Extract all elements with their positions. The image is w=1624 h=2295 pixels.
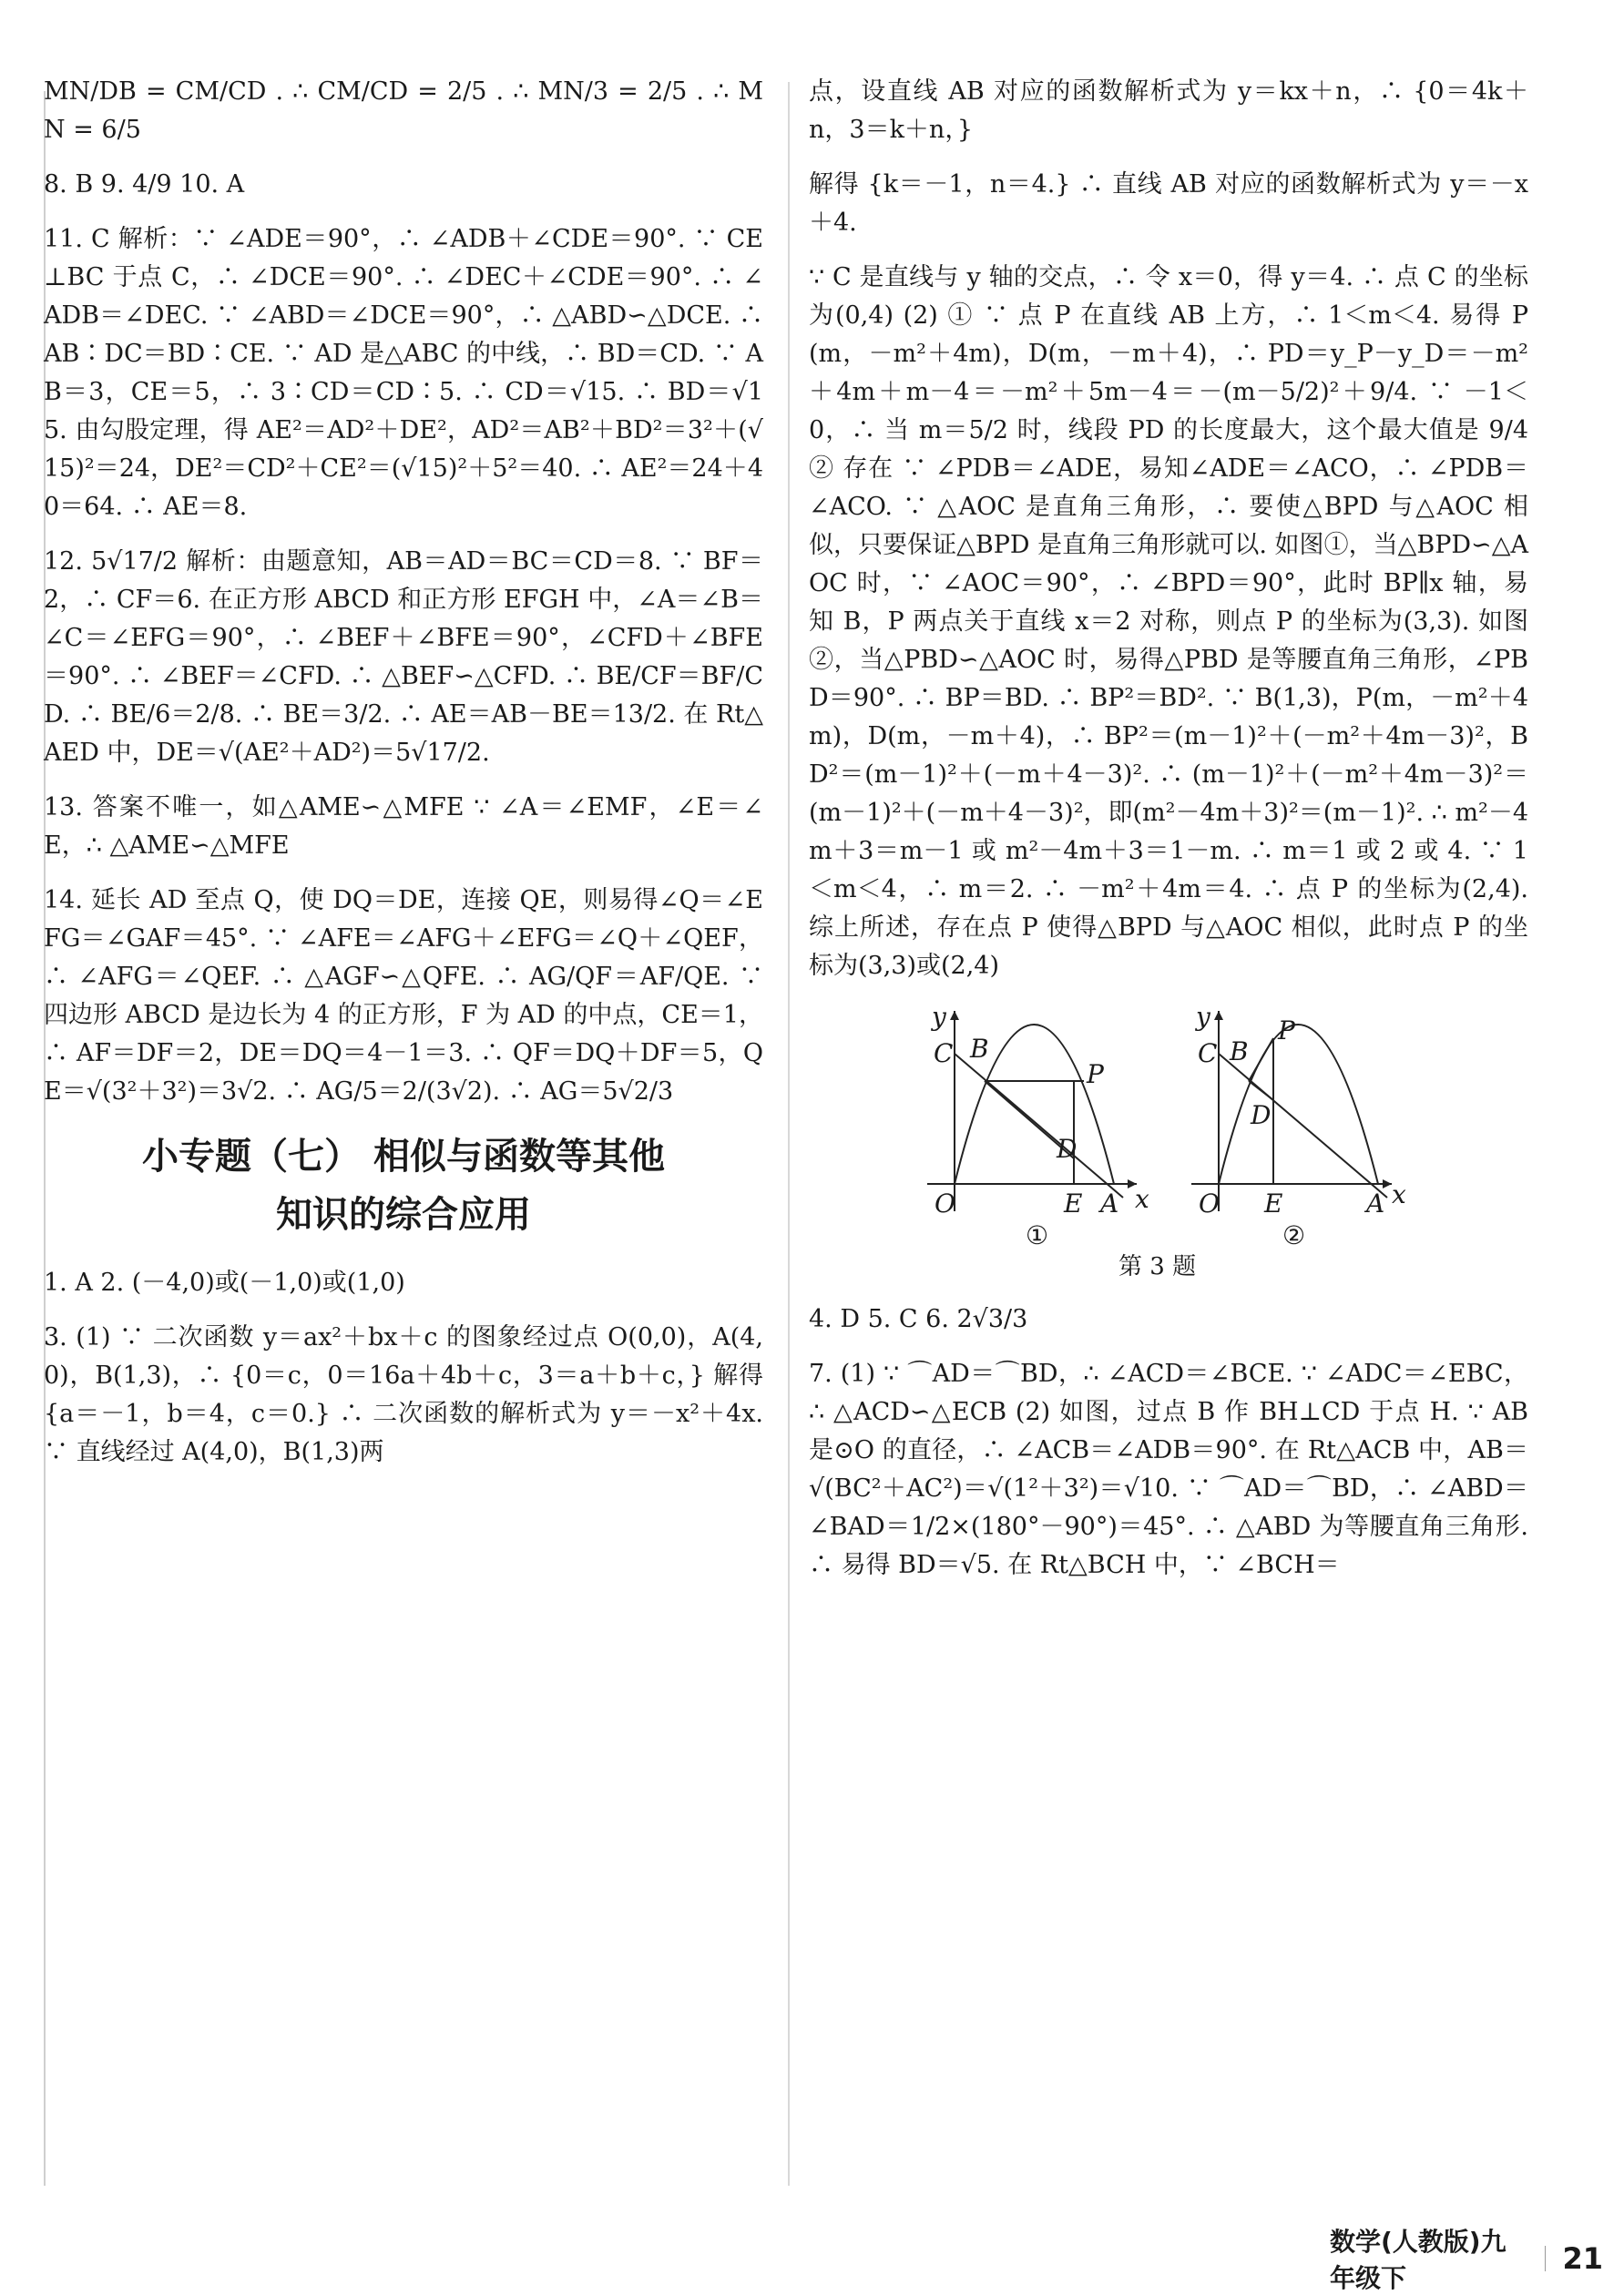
fig1-label-x: x [1135, 1184, 1149, 1214]
section-heading-line1: 小专题（七） 相似与函数等其他 [142, 1136, 665, 1178]
figure-1 [927, 1011, 1137, 1211]
fig1-label-a: A [1100, 1188, 1119, 1219]
answer-line: 1. A 2. (－4,0)或(－1,0)或(1,0) [44, 1269, 405, 1297]
fig1-label-e: E [1064, 1188, 1083, 1219]
column-divider [788, 82, 790, 2186]
fig2-number: ② [1282, 1220, 1306, 1250]
answer-line: MN/DB = CM/CD . ∴ CM/CD = 2/5 . ∴ MN/3 = 2/5 . ∴ MN = 6/5 [44, 77, 763, 144]
fig2-label-d: D [1251, 1100, 1272, 1130]
fig1-label-d: D [1057, 1134, 1078, 1164]
fig2-label-c: C [1198, 1038, 1218, 1068]
answer-line: 13. 答案不唯一，如△AME∽△MFE ∵ ∠A＝∠EMF，∠E＝∠E，∴ △AME∽△MFE [44, 793, 763, 860]
fig1-label-p: P [1087, 1059, 1104, 1089]
figure-caption: 第 3 题 [1118, 1253, 1197, 1280]
answer-line: 11. C 解析：∵ ∠ADE＝90°，∴ ∠ADB＋∠CDE＝90°. ∵ CE⊥BC 于点 C，∴ ∠DCE＝90°. ∴ ∠DEC＋∠CDE＝90°. ∴ ∠ADB＝∠DEC. ∵ ∠ABD＝∠DCE＝90°，∴ △ABD∽△DCE. ∴ AB∶DC＝BD∶CE. ∵ AD 是△ABC 的中线，∴ BD＝CD. ∵ AB＝3，CE＝5，∴ 3∶CD＝CD∶5. ∴ CD＝√15. ∴ BD＝√15. 由勾股定理，得 AE²＝AD²＋DE²，AD²＝AB²＋BD²＝3²＋(√15)²＝24，DE²＝CD²＋CE²＝(√15)²＋5²＝40. ∴ AE²＝24＋40＝64. ∴ AE＝8. [44, 225, 763, 521]
section-heading-line2: 知识的综合应用 [276, 1194, 531, 1236]
fig1-label-o: O [935, 1188, 955, 1219]
answer-line: 14. 延长 AD 至点 Q，使 DQ＝DE，连接 QE，则易得∠Q＝∠EFG＝∠GAF＝45°. ∵ ∠AFE＝∠AFG＋∠EFG＝∠Q＋∠QEF，∴ ∠AFG＝∠QEF. ∴ △AGF∽△QFE. ∴ AG/QF＝AF/QE. ∵ 四边形 ABCD 是边长为 4 的正方形，F 为 AD 的中点，CE＝1，∴ AF＝DF＝2，DE＝DQ＝4－1＝3. ∴ QF＝DQ＋DF＝5，QE＝√(3²＋3²)＝3√2. ∴ AG/5＝2/(3√2). ∴ AG＝5√2/3 [44, 886, 763, 1106]
footer-separator [1545, 2246, 1547, 2271]
answer-line: 7. (1) ∵ ⌒AD＝⌒BD，∴ ∠ACD＝∠BCE. ∵ ∠ADC＝∠EBC，∴ △ACD∽△ECB (2) 如图，过点 B 作 BH⊥CD 于点 H. ∵ AB 是⊙O 的直径，∴ ∠ACB＝∠ADB＝90°. 在 Rt△ACB 中，AB＝√(BC²＋AC²)＝√(1²＋3²)＝√10. ∵ ⌒AD＝⌒BD，∴ ∠ABD＝∠BAD＝1/2×(180°－90°)＝45°. ∴ △ABD 为等腰直角三角形. ∴ 易得 BD＝√5. 在 Rt△BCH 中，∵ ∠BCH＝ [809, 1360, 1528, 1579]
footer-subject: 数学(人教版)九年级下 [1330, 2227, 1507, 2293]
fig1-label-y: y [932, 1002, 946, 1032]
answer-line: ∵ C 是直线与 y 轴的交点，∴ 令 x＝0，得 y＝4. ∴ 点 C 的坐标为(0,4) (2) ① ∵ 点 P 在直线 AB 上方，∴ 1＜m＜4. 易得 P(m，－m²＋4m)，D(m，－m＋4)，∴ PD＝y_P－y_D＝－m²＋4m＋m－4＝－m²＋5m－4＝－(m－5/2)²＋9/4. ∵ －1＜0，∴ 当 m＝5/2 时，线段 PD 的长度最大，这个最大值是 9/4 ② 存在 ∵ ∠PDB＝∠ADE，易知∠ADE＝∠ACO，∴ ∠PDB＝∠ACO. ∵ △AOC 是直角三角形，∴ 要使△BPD 与△AOC 相似，只要保证△BPD 是直角三角形就可以. 如图①，当△BPD∽△AOC 时，∵ ∠AOC＝90°，∴ ∠BPD＝90°，此时 BP∥x 轴，易知 B，P 两点关于直线 x＝2 对称，则点 P 的坐标为(3,3). 如图②，当△PBD∽△AOC 时，易得△PBD 是等腰直角三角形，∠PBD＝90°. ∴ BP＝BD. ∴ BP²＝BD². ∵ B(1,3)，P(m，－m²＋4m)，D(m，－m＋4)，∴ BP²＝(m－1)²＋(－m²＋4m－3)²，BD²＝(m－1)²＋(－m＋4－3)². ∴ (m－1)²＋(－m²＋4m－3)²＝(m－1)²＋(－m＋4－3)²，即(m²－4m＋3)²＝(m－1)². ∴ m²－4m＋3＝m－1 或 m²－4m＋3＝1－m. ∴ m＝1 或 2 或 4. ∵ 1＜m＜4，∴ m＝2. ∴ －m²＋4m＝4. ∴ 点 P 的坐标为(2,4). 综上所述，存在点 P 使得△BPD 与△AOC 相似，此时点 P 的坐标为(3,3)或(2,4) [809, 263, 1528, 980]
fig1-label-b: B [970, 1034, 989, 1064]
answer-line: 点，设直线 AB 对应的函数解析式为 y＝kx＋n，∴ {0＝4k＋n，3＝k＋n，} [809, 77, 1528, 144]
figure-diagrams [809, 1002, 1528, 1248]
answer-line: 4. D 5. C 6. 2√3/3 [809, 1305, 1028, 1333]
answer-line: 8. B 9. 4/9 10. A [44, 170, 245, 199]
page-number: 21 [1562, 2241, 1603, 2276]
fig2-label-x: x [1392, 1179, 1406, 1209]
fig2-label-o: O [1199, 1188, 1220, 1219]
right-column [809, 73, 1528, 1601]
answer-line: 12. 5√17/2 解析：由题意知，AB＝AD＝BC＝CD＝8. ∵ BF＝2，∴ CF＝6. 在正方形 ABCD 和正方形 EFGH 中，∠A＝∠B＝∠C＝∠EFG＝90°，∴ ∠BEF＋∠BFE＝90°，∠CFD＋∠BFE＝90°. ∴ ∠BEF＝∠CFD. ∴ △BEF∽△CFD. ∴ BE/CF＝BF/CD. ∴ BE/6＝2/8. ∴ BE＝3/2. ∴ AE＝AB－BE＝13/2. 在 Rt△AED 中，DE＝√(AE²＋AD²)＝5√17/2. [44, 547, 763, 767]
fig2-label-p: P [1278, 1015, 1295, 1046]
answer-line: 解得 {k＝－1，n＝4.} ∴ 直线 AB 对应的函数解析式为 y＝－x＋4. [809, 170, 1528, 237]
left-column [44, 73, 763, 1488]
fig1-number: ① [1026, 1220, 1049, 1250]
answer-line: 3. (1) ∵ 二次函数 y＝ax²＋bx＋c 的图象经过点 O(0,0)，A(4,0)，B(1,3)，∴ {0＝c，0＝16a＋4b＋c，3＝a＋b＋c，} 解得 {a＝－1，b＝4，c＝0.} ∴ 二次函数的解析式为 y＝－x²＋4x. ∵ 直线经过 A(4,0)，B(1,3)两 [44, 1323, 763, 1466]
fig2-label-a: A [1366, 1188, 1385, 1219]
section-heading [44, 1127, 763, 1244]
fig2-label-b: B [1230, 1036, 1249, 1066]
fig2-label-y: y [1196, 1002, 1210, 1032]
fig1-label-c: C [934, 1038, 954, 1068]
fig2-label-e: E [1264, 1188, 1283, 1219]
problem-3-figure [809, 1002, 1528, 1284]
page-footer [1330, 2222, 1603, 2295]
